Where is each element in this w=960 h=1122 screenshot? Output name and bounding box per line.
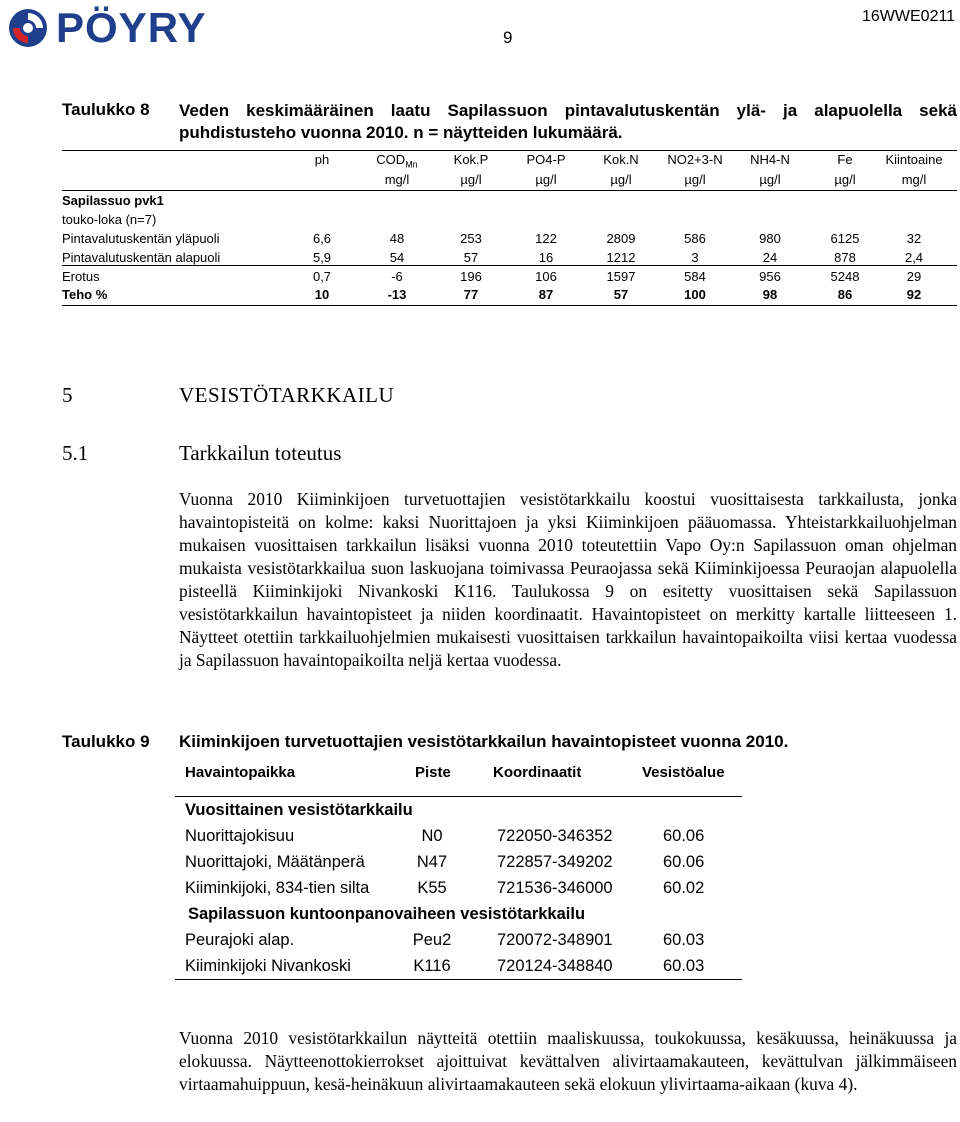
table9-caption: Kiiminkijoen turvetuottajien vesistötarkkailun havaintopisteet vuonna 2010.: [179, 732, 789, 751]
table8-cell: 586: [684, 231, 706, 246]
table8-row-label: Teho %: [62, 287, 108, 302]
table9-cell: 60.02: [663, 879, 705, 897]
table8-cell: 86: [837, 287, 853, 302]
table9-col-header: Vesistöalue: [642, 764, 725, 781]
table8-row-label: Pintavalutuskentän alapuoli: [62, 250, 221, 265]
table8-cell: 29: [906, 269, 922, 284]
table8-col-name: Kok.N: [603, 152, 639, 167]
table9-cell: 60.06: [663, 827, 705, 845]
table8-caption: Veden keskimääräinen laatu Sapilassuon pintavalutuskentän ylä- ja alapuolella sekä puhdistusteho vuonna 2010. n = näytteiden lukumäärä.: [179, 101, 957, 142]
table8-col-header: [837, 152, 852, 167]
table8-label: Taulukko 8: [62, 100, 150, 119]
table8-cell: 196: [460, 269, 482, 284]
table8-col-name: COD: [376, 152, 406, 167]
table8-col-name: Kiintoaine: [885, 152, 943, 167]
table8-cell: 48: [389, 231, 405, 246]
table8-col-name: NH4-N: [750, 152, 790, 167]
table8-col-unit: mg/l: [901, 172, 927, 187]
table9-bottom-rule: [175, 979, 742, 980]
section51-number: 5.1: [62, 441, 89, 465]
table9-cell: Kiiminkijoki, 834-tien silta: [185, 879, 370, 897]
table8-cell: 77: [463, 287, 479, 302]
table8-col-unit: µg/l: [610, 172, 632, 187]
table8-row-label: Pintavalutuskentän yläpuoli: [62, 231, 220, 246]
table9-cell: Nuorittajokisuu: [185, 827, 295, 845]
table8-col-name: ph: [314, 152, 330, 167]
table8-cell: 106: [535, 269, 557, 284]
section5-number: 5: [62, 383, 73, 407]
table8-cell: 980: [759, 231, 781, 246]
table9-header-rule: [175, 796, 742, 797]
section51-title: Tarkkailun toteutus: [179, 441, 342, 465]
table9-cell: Peurajoki alap.: [185, 931, 295, 949]
table9-col-header: Koordinaatit: [493, 764, 582, 781]
table8-col-header: [315, 152, 329, 167]
table8-cell: 0,7: [312, 269, 332, 284]
table9-cell: N0: [421, 827, 443, 845]
table9-row: [175, 957, 742, 979]
table8-site: Sapilassuo pvk1: [62, 193, 164, 208]
table8-col-header: [376, 152, 417, 170]
table8-cell: 956: [759, 269, 781, 284]
table9-cell: 720072-348901: [497, 931, 613, 949]
table8-col-header: [603, 152, 638, 167]
section5-title: VESISTÖTARKKAILU: [179, 383, 395, 407]
table8-cell: 3: [691, 250, 699, 265]
table8-cell: 92: [906, 287, 922, 302]
table8-col-header: [526, 152, 565, 167]
table8-col-header: [885, 152, 942, 167]
table8-cell: 253: [460, 231, 482, 246]
table9-cell: K116: [413, 957, 451, 975]
table9-cell: 60.03: [663, 957, 705, 975]
body-paragraph-1: Vuonna 2010 Kiiminkijoen turvetuottajien vesistötarkkailu koostui vuosittaisesta tarkkailusta, jonka havaintopisteitä on kolme: kaksi Nuorittajoen ja yksi Kiiminkijoen pääuomassa. Yhteistarkkailuohjelman mukaisen vuosittaisen tarkkailun lisäksi vuonna 2010 toteutettiin Vapo Oy:n Sapilassuon oman ohjelman mukaista vesistötarkkailua suon laskuojana toimivassa Peuraojassa sekä Kiiminkijoessa Peuraojan alapuolella pisteellä Kiiminkijoki Nivankoski K116. Taulukossa 9 on esitetty vuosittaisen sekä Sapilassuon vesistötarkkailun havaintopisteet ja niiden koordinaatit. Havaintopisteet on merkitty kartalle liitteeseen 1. Näytteet otettiin tarkkailuohjelmien mukaisesti vuosittaisen tarkkailun havaintopaikoilta viisi kertaa vuodessa ja Sapilassuon havaintopaikoilta neljä kertaa vuodessa.: [179, 489, 957, 670]
table8-cell: 32: [906, 231, 922, 246]
table8-col-unit: µg/l: [759, 172, 781, 187]
table8-cell: 5248: [830, 269, 860, 284]
table8-header-rule: [62, 190, 957, 191]
table9-col-header: Havaintopaikka: [185, 764, 296, 781]
table8-cell: 1597: [606, 269, 636, 284]
table8-col-header: [750, 152, 790, 167]
table9-row: [175, 879, 742, 901]
table8-cell: 24: [762, 250, 778, 265]
table9-label: Taulukko 9: [62, 732, 150, 751]
table8-cell: 98: [762, 287, 778, 302]
table8-col-name: PO4-P: [526, 152, 566, 167]
table8-cell: 6,6: [312, 231, 332, 246]
table9-row: [175, 931, 742, 953]
table8-row: [62, 250, 957, 268]
table9-row: [175, 853, 742, 875]
table8-cell: -13: [387, 287, 407, 302]
table9-group-title: Vuosittainen vesistötarkkailu: [185, 801, 413, 819]
table8-period: touko-loka (n=7): [62, 212, 157, 227]
table9-group-title: Sapilassuon kuntoonpanovaiheen vesistötarkkailu: [188, 905, 586, 923]
table9-cell: N47: [416, 853, 448, 871]
table9-cell: K55: [417, 879, 447, 897]
table8-col-unit: µg/l: [535, 172, 557, 187]
document-code: 16WWE0211: [862, 8, 956, 25]
table8-cell: 54: [389, 250, 405, 265]
table9-col-header: Piste: [415, 764, 451, 781]
table8-row-label: Erotus: [62, 269, 100, 284]
table8-col-header: [667, 152, 722, 167]
table9-cell: Kiiminkijoki Nivankoski: [185, 957, 351, 975]
table8-cell: 87: [538, 287, 554, 302]
table8-col-name: Kok.P: [453, 152, 489, 167]
table8-cell: 57: [463, 250, 479, 265]
table8-row: [62, 287, 957, 305]
table8-row: [62, 231, 957, 249]
table9-cell: 60.06: [663, 853, 705, 871]
table9-cell: Nuorittajoki, Määtänperä: [185, 853, 365, 871]
table8-col-header: [454, 152, 489, 167]
table8-cell: 100: [684, 287, 706, 302]
table8-col-unit: µg/l: [460, 172, 482, 187]
table8-col-unit: µg/l: [834, 172, 856, 187]
table8-col-subscript: Mn: [405, 159, 418, 170]
table9-cell: Peu2: [412, 931, 452, 949]
poyry-emblem-icon: [9, 9, 47, 47]
table9-cell: 60.03: [663, 931, 705, 949]
table8-cell: 2809: [606, 231, 636, 246]
table8-col-unit: µg/l: [684, 172, 706, 187]
page-number: 9: [503, 28, 513, 47]
table8-cell: 878: [834, 250, 856, 265]
table8-cell: 1212: [606, 250, 636, 265]
table8-top-rule: [62, 150, 957, 151]
body-paragraph-2: Vuonna 2010 vesistötarkkailun näytteitä otettiin maaliskuussa, toukokuussa, kesäkuussa, heinäkuussa ja elokuussa. Näytteenottokierrokset ajoittuivat kevättalven alivirtaamakauteen, kevättulvan jälkimmäiseen virtaamahuippuun, kesä-heinäkuun alivirtaamakauteen sekä elokuun ylivirtaama-aikaan (kuva 4).: [179, 1028, 957, 1094]
table8-col-name: NO2+3-N: [667, 152, 723, 167]
table8-row: [62, 269, 957, 287]
table8-bottom-rule: [62, 305, 957, 306]
table8-col-name: Fe: [837, 152, 853, 167]
poyry-logo: [6, 6, 246, 50]
table8-cell: 5,9: [312, 250, 332, 265]
table8-cell: 584: [684, 269, 706, 284]
table8-cell: 10: [314, 287, 330, 302]
table8-cell: 122: [535, 231, 557, 246]
table8-cell: 57: [613, 287, 629, 302]
table9-cell: 722050-346352: [497, 827, 613, 845]
table8-cell: 16: [538, 250, 554, 265]
table9-cell: 721536-346000: [497, 879, 613, 897]
table8-cell: 2,4: [904, 250, 924, 265]
logo-wordmark: PÖYRY: [56, 4, 207, 51]
table9-cell: 720124-348840: [497, 957, 613, 975]
table8-col-unit: mg/l: [384, 172, 410, 187]
table8-cell: -6: [391, 269, 403, 284]
table9-cell: 722857-349202: [497, 853, 613, 871]
table9-row: [175, 827, 742, 849]
table8-cell: 6125: [830, 231, 860, 246]
